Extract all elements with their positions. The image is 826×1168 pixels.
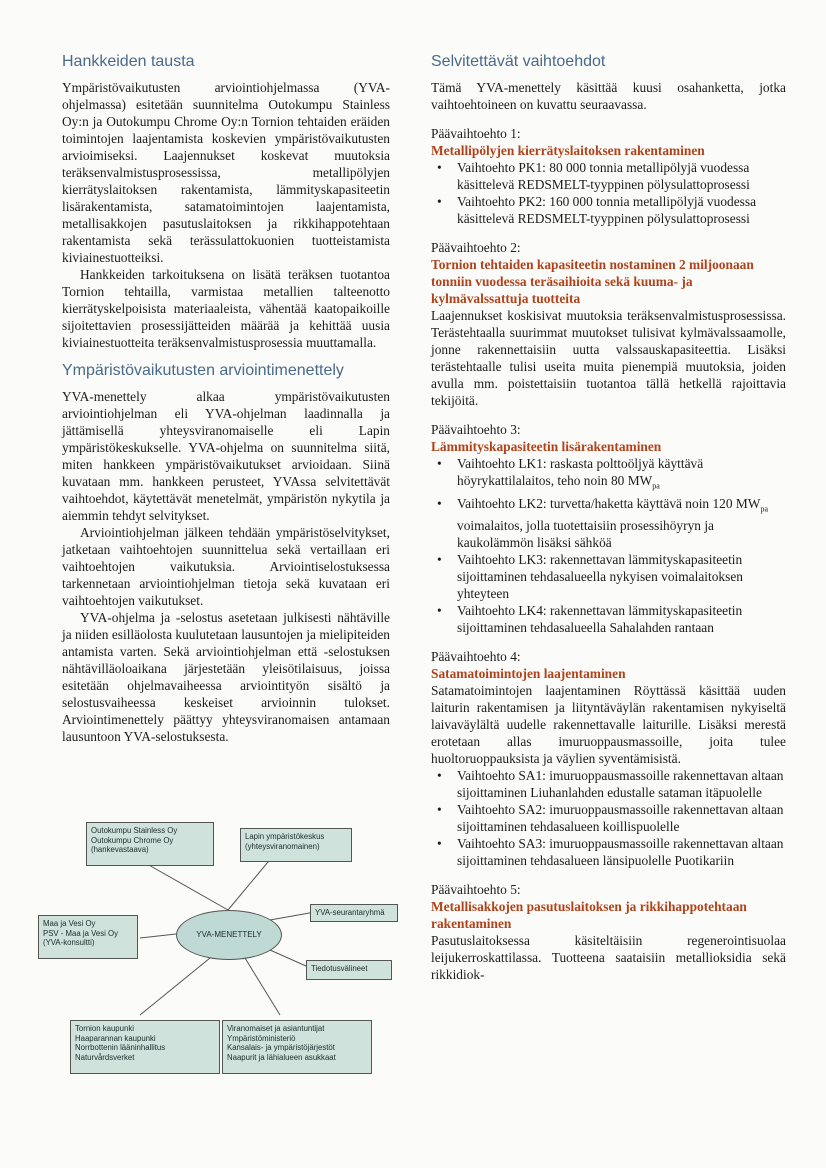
- box-yhteysviranomainen: [240, 828, 352, 862]
- option-1-title: Metallipölyjen kierrätyslaitoksen rakentaminen: [431, 143, 705, 158]
- box-viranomaiset: [222, 1020, 372, 1074]
- list-item: • Vaihtoehto LK4: rakennettavan lämmityskapasiteetin sijoittaminen tehdasalueella Sahalahden rantaan: [457, 602, 786, 636]
- list-item: • Vaihtoehto SA3: imuruoppausmassoille rakennettavan altaan sijoittaminen tehdasalueen länsipuolelle Puotikariin: [457, 835, 786, 869]
- box-hankevastaava-line-1: Outokumpu Stainless Oy: [91, 826, 178, 835]
- box-yva-konsultti-line-3: (YVA-konsultti): [43, 938, 95, 948]
- list-item: • Vaihtoehto LK3: rakennettavan lämmityskapasiteetin sijoittaminen tehdasalueella nykyisen voimalaitoksen yhteyteen: [457, 551, 786, 602]
- paragraph-procedure-2: Arviointiohjelman jälkeen tehdään ympäristöselvitykset, jatketaan vaihtoehtojen suunnittelua sekä vertaillaan eri vaihtoehtojen vaikutuksia. Arviointiselostuksessa tarkennetaan arviointiohjelman tietoja sekä kuvataan eri vaihtoehtojen vaikutukset.: [62, 525, 390, 608]
- box-yva-konsultti-line-1: Maa ja Vesi Oy: [43, 919, 96, 928]
- yva-menettely-ellipse: YVA-MENETTELY: [176, 910, 282, 960]
- option-3-label: Päävaihtoehto 3:: [431, 422, 521, 437]
- box-yva-konsultti: [38, 915, 138, 959]
- heading-hankkeiden-tausta: Hankkeiden tausta: [62, 53, 195, 70]
- list-item: • Vaihtoehto SA2: imuruoppausmassoille rakennettavan altaan sijoittaminen tehdasalueen koillispuolelle: [457, 801, 786, 835]
- option-2: [431, 239, 786, 409]
- unit-subscript: pa: [652, 481, 660, 491]
- option-2-title: Tornion tehtaiden kapasiteetin nostaminen 2 miljoonaan tonniin vuodessa teräsaihioita sekä kuuma- ja kylmävalssattuja tuotteita: [431, 257, 754, 306]
- box-viranomaiset-line-3: Kansalais- ja ympäristöjärjestöt: [227, 1043, 335, 1053]
- option-4: [431, 648, 786, 869]
- box-kunnat-line-4: Naturvårdsverket: [75, 1052, 135, 1062]
- list-item-text: Vaihtoehto LK1: raskasta polttoöljyä käyttävä höyrykattilalaitos, teho noin 80 MW: [457, 456, 704, 488]
- paragraph-procedure-1: YVA-menettely alkaa ympäristövaikutusten arviointiohjelman eli YVA-ohjelman laadinnalla ja jättämisellä yhteysviranomaiselle eli Lapin ympäristökeskukselle. YVA-ohjelma on suunnitelma siitä, miten hankkeen ympäristövaikutukset arvioidaan. Siinä kuvataan mm. hankkeen perusteet, YVAssa selvitettävät vaihtoehdot, käytettävät menetelmät, ympäristön nykytila ja aiemmin tehdyt selvitykset.: [62, 389, 390, 523]
- option-3-list: [431, 455, 786, 636]
- option-5-text: Pasutuslaitoksessa käsiteltäisiin regenerointisuolaa leijukerroskattilassa. Tuotteena saataisiin metallioksidia sekä rikkidiok-: [431, 933, 786, 983]
- option-5-label: Päävaihtoehto 5:: [431, 882, 521, 898]
- paragraph-procedure-3: YVA-ohjelma ja -selostus asetetaan julkisesti nähtäville ja niiden esilläolosta kuulutetaan lausuntojen ja mielipiteiden antamista varten. Sekä arviointiohjelman että -selostuksen nähtävilläoloaikana järjestetään yleisötilaisuus, joissa esitetään ohjelmavaiheessa arviointityön sisältö ja selostusvaiheessa keskeiset arvioinnin tulokset. Arviointimenettely päättyy yhteysviranomaisen antamaan lausuntoon YVA-selostuksesta.: [62, 610, 390, 744]
- box-viranomaiset-line-2: Ympäristöministeriö: [227, 1033, 296, 1043]
- right-column: [431, 52, 786, 983]
- heading-arviointimenettely: Ympäristövaikutusten arviointimenettely: [62, 362, 344, 379]
- list-item: • Vaihtoehto PK2: 160 000 tonnia metallipölyjä vuodessa käsittelevä REDSMELT-tyyppinen pölysulattoprosessi: [457, 193, 786, 227]
- intro-paragraph: Tämä YVA-menettely käsittää kuusi osahanketta, jotka vaihtoehtoineen on kuvattu seuraavassa.: [431, 80, 786, 112]
- left-column: [62, 52, 390, 745]
- list-item: • Vaihtoehto PK1: 80 000 tonnia metallipölyjä vuodessa käsittelevä REDSMELT-tyyppinen pölysulattoprosessi: [457, 159, 786, 193]
- option-1-label: Päävaihtoehto 1:: [431, 126, 521, 141]
- box-kunnat-line-2: Haaparannan kaupunki: [75, 1033, 156, 1043]
- box-hankevastaava-line-3: (hankevastaava): [91, 845, 149, 855]
- box-kunnat-line-3: Norrbottenin lääninhallitus: [75, 1043, 166, 1053]
- box-hankevastaava: [86, 822, 214, 866]
- box-hankevastaava-line-2: Outokumpu Chrome Oy: [91, 835, 174, 845]
- box-yva-konsultti-line-2: PSV - Maa ja Vesi Oy: [43, 928, 118, 938]
- paragraph-background-2: Hankkeiden tarkoituksena on lisätä teräksen tuotantoa Tornion tehtailla, varmistaa metallien talteenotto kierrätyskelpoisista materiaaleista, vähentää kaatopaikoille sijoitettavien prosessijätteiden määrää ja kehittää uusia kiviainestuotteita teräksenvalmistusprosessia muuttamalla.: [62, 267, 390, 350]
- list-item: [457, 495, 786, 552]
- box-tiedotusvalineet: [306, 960, 392, 980]
- option-4-list: [431, 767, 786, 869]
- list-item-text-tail: voimalaitos, jolla tuotettaisiin prosessihöyryn ja kaukolämmön lisäksi sähköä: [457, 518, 714, 551]
- box-kunnat: [70, 1020, 220, 1074]
- list-item: [457, 455, 786, 495]
- option-2-text: Laajennukset koskisivat muutoksia teräksenvalmistusprosessissa. Terästehtaalla suurimmat muutokset tulisivat kylmävalssaamolle, jonne rakennettaisiin uutta valssauskapasiteettia. Lisäksi terästehtaalle tulisi useita muita pienempiä muutoksia, joiden avulla mm. poistettaisiin tuotantoa tällä hetkellä rajoittavia tekijöitä.: [431, 308, 786, 408]
- paragraph-background-1: Ympäristövaikutusten arviointiohjelmassa (YVA-ohjelmassa) esitetään suunnitelma Outokumpu Stainless Oy:n ja Outokumpu Chrome Oy:n Tornion tehtaiden eräiden toimintojen laajentamista koskevien ympäristövaikutusten arvioimiseksi. Laajennukset koskevat muutoksia teräksenvalmistusprosessissa, metallipölyjen kierrätyslaitoksen rakentamista, lämmityskapasiteetin lisärakentamista, satamatoimintojen laajentamista, metallisakkojen pasutuslaitoksen ja rikkihappotehtaan rakentamista sekä terässulattokuonien tuotteistamista kiviainestuotteiksi.: [62, 80, 390, 265]
- option-5: [431, 881, 786, 983]
- box-tiedotusvalineet-label: Tiedotusvälineet: [311, 964, 368, 973]
- box-yhteysviranomainen-line-1: Lapin ympäristökeskus: [245, 832, 325, 841]
- option-4-text: Satamatoimintojen laajentaminen Röyttässä käsittää uuden laiturin rakentamisen ja liityntäväylän rakentamisen nykyiseltä laivaväylältä uudelle rakennettavalle laiturille. Lisäksi merestä erotetaan allas imuruoppausmassoille, joita tulee huoltoruoppauksista ja väylien syventämisistä.: [431, 683, 786, 767]
- list-item-text: Vaihtoehto LK2: turvetta/haketta käyttävä noin 120 MW: [457, 495, 761, 511]
- box-viranomaiset-line-4: Naapurit ja lähialueen asukkaat: [227, 1052, 336, 1062]
- option-1: [431, 125, 786, 227]
- option-2-label: Päävaihtoehto 2:: [431, 240, 521, 255]
- box-yhteysviranomainen-line-2: (yhteysviranomainen): [245, 841, 320, 851]
- box-seurantaryhma: [310, 904, 398, 922]
- yva-stakeholder-diagram: [30, 810, 400, 1085]
- option-4-label: Päävaihtoehto 4:: [431, 649, 521, 665]
- option-3: [431, 421, 786, 636]
- heading-selvitettavat-vaihtoehdot: Selvitettävät vaihtoehdot: [431, 53, 606, 70]
- list-item: • Vaihtoehto SA1: imuruoppausmassoille rakennettavan altaan sijoittaminen Liuhanlahden edustalle sataman itäpuolelle: [457, 767, 786, 801]
- box-viranomaiset-line-1: Viranomaiset ja asiantuntijat: [227, 1024, 325, 1033]
- box-kunnat-line-1: Tornion kaupunki: [75, 1024, 134, 1033]
- option-3-title: Lämmityskapasiteetin lisärakentaminen: [431, 439, 662, 454]
- option-5-title: Metallisakkojen pasutuslaitoksen ja rikkihappotehtaan rakentaminen: [431, 899, 747, 932]
- unit-subscript: pa: [760, 504, 769, 514]
- option-1-list: [431, 159, 786, 227]
- box-seurantaryhma-label: YVA-seurantaryhmä: [315, 908, 385, 917]
- option-4-title: Satamatoimintojen laajentaminen: [431, 666, 626, 682]
